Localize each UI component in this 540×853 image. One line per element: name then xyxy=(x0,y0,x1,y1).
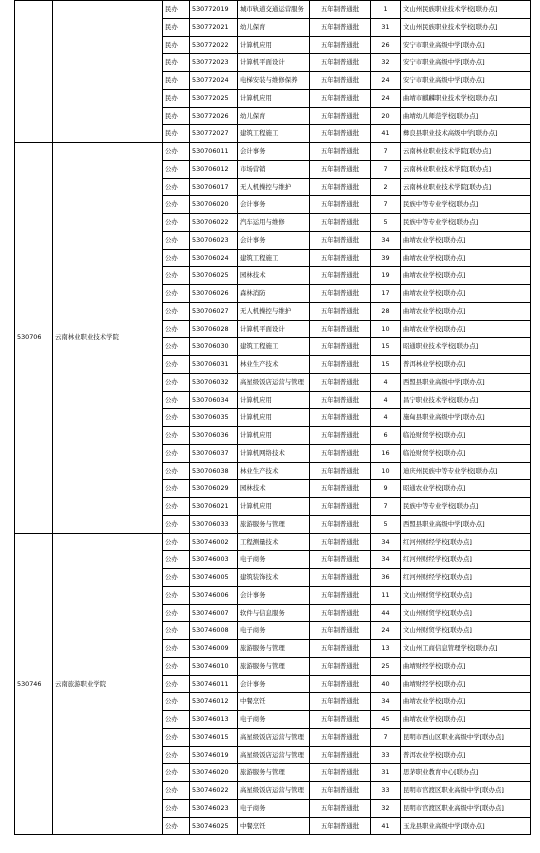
major-name-cell: 汽车运用与维修 xyxy=(238,214,310,232)
school-type-cell: 公办 xyxy=(163,551,190,569)
major-name-cell: 高星级饭店运营与管理 xyxy=(238,746,310,764)
major-name-cell: 电子商务 xyxy=(238,551,310,569)
major-code-cell: 530746011 xyxy=(190,675,238,693)
school-type-cell: 公办 xyxy=(163,640,190,658)
batch-cell: 五年制普通批 xyxy=(310,160,371,178)
campus-cell: 红河州财经学校[联办点] xyxy=(401,533,531,551)
batch-cell: 五年制普通批 xyxy=(310,18,371,36)
plan-count-cell: 34 xyxy=(371,551,401,569)
major-name-cell: 会计事务 xyxy=(238,675,310,693)
plan-count-cell: 5 xyxy=(371,214,401,232)
enrollment-table xyxy=(14,0,531,835)
batch-cell: 五年制普通批 xyxy=(310,693,371,711)
campus-cell: 红河州财经学校[联办点] xyxy=(401,551,531,569)
batch-cell: 五年制普通批 xyxy=(310,54,371,72)
campus-cell: 曲靖财经学校[联办点] xyxy=(401,675,531,693)
plan-count-cell: 24 xyxy=(371,622,401,640)
major-name-cell: 园林技术 xyxy=(238,267,310,285)
plan-count-cell: 33 xyxy=(371,746,401,764)
major-name-cell: 建筑工程施工 xyxy=(238,125,310,143)
batch-cell: 五年制普通批 xyxy=(310,196,371,214)
school-type-cell: 公办 xyxy=(163,782,190,800)
major-code-cell: 530706023 xyxy=(190,231,238,249)
batch-cell: 五年制普通批 xyxy=(310,302,371,320)
plan-count-cell: 15 xyxy=(371,356,401,374)
major-name-cell: 高星级饭店运营与管理 xyxy=(238,782,310,800)
plan-count-cell: 44 xyxy=(371,604,401,622)
batch-cell: 五年制普通批 xyxy=(310,533,371,551)
plan-count-cell: 7 xyxy=(371,728,401,746)
school-type-cell: 公办 xyxy=(163,356,190,374)
campus-cell: 云南林业职业技术学院[联办点] xyxy=(401,160,531,178)
campus-cell: 曲靖农业学校[联办点] xyxy=(401,693,531,711)
batch-cell: 五年制普通批 xyxy=(310,711,371,729)
batch-cell: 五年制普通批 xyxy=(310,569,371,587)
major-code-cell: 530706021 xyxy=(190,498,238,516)
major-code-cell: 530706022 xyxy=(190,214,238,232)
campus-cell: 曲靖农业学校[联办点] xyxy=(401,285,531,303)
plan-count-cell: 34 xyxy=(371,231,401,249)
school-type-cell: 公办 xyxy=(163,586,190,604)
major-name-cell: 电梯安装与维修保养 xyxy=(238,72,310,90)
campus-cell: 曲靖市麒麟职业技术学校[联办点] xyxy=(401,89,531,107)
plan-count-cell: 7 xyxy=(371,143,401,161)
major-code-cell: 530746025 xyxy=(190,817,238,835)
batch-cell: 五年制普通批 xyxy=(310,267,371,285)
school-code-cell xyxy=(15,1,53,143)
major-code-cell: 530746022 xyxy=(190,782,238,800)
school-type-cell: 公办 xyxy=(163,178,190,196)
major-code-cell: 530772024 xyxy=(190,72,238,90)
batch-cell: 五年制普通批 xyxy=(310,338,371,356)
major-name-cell: 计算机平面设计 xyxy=(238,54,310,72)
major-code-cell: 530706035 xyxy=(190,409,238,427)
batch-cell: 五年制普通批 xyxy=(310,36,371,54)
batch-cell: 五年制普通批 xyxy=(310,444,371,462)
school-type-cell: 公办 xyxy=(163,427,190,445)
batch-cell: 五年制普通批 xyxy=(310,764,371,782)
plan-count-cell: 2 xyxy=(371,178,401,196)
batch-cell: 五年制普通批 xyxy=(310,640,371,658)
major-name-cell: 计算机应用 xyxy=(238,427,310,445)
batch-cell: 五年制普通批 xyxy=(310,356,371,374)
major-code-cell: 530706011 xyxy=(190,143,238,161)
campus-cell: 曲靖财经学校[联办点] xyxy=(401,657,531,675)
batch-cell: 五年制普通批 xyxy=(310,462,371,480)
batch-cell: 五年制普通批 xyxy=(310,498,371,516)
plan-count-cell: 11 xyxy=(371,586,401,604)
batch-cell: 五年制普通批 xyxy=(310,657,371,675)
plan-count-cell: 19 xyxy=(371,267,401,285)
major-code-cell: 530706034 xyxy=(190,391,238,409)
plan-count-cell: 10 xyxy=(371,462,401,480)
major-name-cell: 计算机应用 xyxy=(238,409,310,427)
campus-cell: 西盟县职业高级中学[联办点] xyxy=(401,373,531,391)
school-type-cell: 公办 xyxy=(163,746,190,764)
plan-count-cell: 33 xyxy=(371,782,401,800)
batch-cell: 五年制普通批 xyxy=(310,214,371,232)
school-type-cell: 公办 xyxy=(163,480,190,498)
major-code-cell: 530746002 xyxy=(190,533,238,551)
major-code-cell: 530706031 xyxy=(190,356,238,374)
major-name-cell: 建筑装饰技术 xyxy=(238,569,310,587)
campus-cell: 文山州财贸学校[联办点] xyxy=(401,604,531,622)
plan-count-cell: 39 xyxy=(371,249,401,267)
major-code-cell: 530706029 xyxy=(190,480,238,498)
campus-cell: 彝良县职业技术高级中学[联办点] xyxy=(401,125,531,143)
batch-cell: 五年制普通批 xyxy=(310,604,371,622)
plan-count-cell: 41 xyxy=(371,125,401,143)
plan-count-cell: 34 xyxy=(371,533,401,551)
major-code-cell: 530746007 xyxy=(190,604,238,622)
major-name-cell: 电子商务 xyxy=(238,622,310,640)
major-name-cell: 会计事务 xyxy=(238,143,310,161)
school-type-cell: 民办 xyxy=(163,36,190,54)
campus-cell: 西盟县职业高级中学[联办点] xyxy=(401,515,531,533)
major-code-cell: 530772025 xyxy=(190,89,238,107)
batch-cell: 五年制普通批 xyxy=(310,427,371,445)
major-name-cell: 幼儿保育 xyxy=(238,18,310,36)
major-name-cell: 会计事务 xyxy=(238,586,310,604)
major-code-cell: 530706032 xyxy=(190,373,238,391)
campus-cell: 昭通职业技术学校[联办点] xyxy=(401,338,531,356)
major-code-cell: 530706020 xyxy=(190,196,238,214)
school-type-cell: 公办 xyxy=(163,675,190,693)
table-body xyxy=(15,1,531,835)
campus-cell: 玉龙县职业高级中学[联办点] xyxy=(401,817,531,835)
campus-cell: 安宁市职业高级中学[联办点] xyxy=(401,72,531,90)
major-code-cell: 530772023 xyxy=(190,54,238,72)
school-type-cell: 民办 xyxy=(163,125,190,143)
school-type-cell: 公办 xyxy=(163,143,190,161)
plan-count-cell: 4 xyxy=(371,373,401,391)
batch-cell: 五年制普通批 xyxy=(310,178,371,196)
batch-cell: 五年制普通批 xyxy=(310,817,371,835)
campus-cell: 安宁市职业高级中学[联办点] xyxy=(401,54,531,72)
plan-count-cell: 4 xyxy=(371,409,401,427)
school-type-cell: 公办 xyxy=(163,444,190,462)
campus-cell: 曲靖幼儿师范学校[联办点] xyxy=(401,107,531,125)
school-type-cell: 民办 xyxy=(163,54,190,72)
batch-cell: 五年制普通批 xyxy=(310,231,371,249)
school-type-cell: 公办 xyxy=(163,249,190,267)
batch-cell: 五年制普通批 xyxy=(310,782,371,800)
batch-cell: 五年制普通批 xyxy=(310,409,371,427)
school-type-cell: 公办 xyxy=(163,515,190,533)
campus-cell: 民族中等专业学校[联办点] xyxy=(401,214,531,232)
batch-cell: 五年制普通批 xyxy=(310,1,371,19)
major-code-cell: 530746010 xyxy=(190,657,238,675)
campus-cell: 安宁市职业高级中学[联办点] xyxy=(401,36,531,54)
plan-count-cell: 40 xyxy=(371,675,401,693)
school-type-cell: 民办 xyxy=(163,1,190,19)
school-type-cell: 公办 xyxy=(163,409,190,427)
plan-count-cell: 7 xyxy=(371,498,401,516)
plan-count-cell: 41 xyxy=(371,817,401,835)
campus-cell: 红河州财经学校[联办点] xyxy=(401,569,531,587)
school-type-cell: 公办 xyxy=(163,533,190,551)
major-name-cell: 森林消防 xyxy=(238,285,310,303)
major-name-cell: 计算机应用 xyxy=(238,391,310,409)
school-type-cell: 公办 xyxy=(163,231,190,249)
major-name-cell: 计算机应用 xyxy=(238,36,310,54)
major-code-cell: 530706036 xyxy=(190,427,238,445)
major-name-cell: 无人机操控与维护 xyxy=(238,178,310,196)
school-type-cell: 公办 xyxy=(163,569,190,587)
batch-cell: 五年制普通批 xyxy=(310,551,371,569)
major-name-cell: 计算机平面设计 xyxy=(238,320,310,338)
plan-count-cell: 26 xyxy=(371,36,401,54)
plan-count-cell: 31 xyxy=(371,18,401,36)
school-type-cell: 民办 xyxy=(163,89,190,107)
major-name-cell: 林业生产技术 xyxy=(238,356,310,374)
campus-cell: 文山州工商信息管理学校[联办点] xyxy=(401,640,531,658)
plan-count-cell: 31 xyxy=(371,764,401,782)
plan-count-cell: 4 xyxy=(371,391,401,409)
plan-count-cell: 15 xyxy=(371,338,401,356)
major-name-cell: 旅游服务与管理 xyxy=(238,764,310,782)
major-name-cell: 中餐烹饪 xyxy=(238,693,310,711)
campus-cell: 普洱林业学校[联办点] xyxy=(401,356,531,374)
plan-count-cell: 24 xyxy=(371,72,401,90)
major-name-cell: 电子商务 xyxy=(238,799,310,817)
major-name-cell: 园林技术 xyxy=(238,480,310,498)
school-type-cell: 公办 xyxy=(163,196,190,214)
major-code-cell: 530746013 xyxy=(190,711,238,729)
major-name-cell: 无人机操控与维护 xyxy=(238,302,310,320)
school-type-cell: 公办 xyxy=(163,799,190,817)
major-name-cell: 计算机应用 xyxy=(238,498,310,516)
plan-count-cell: 7 xyxy=(371,196,401,214)
school-type-cell: 公办 xyxy=(163,657,190,675)
plan-count-cell: 32 xyxy=(371,54,401,72)
school-name-cell xyxy=(53,1,163,143)
campus-cell: 曲靖农业学校[联办点] xyxy=(401,249,531,267)
major-name-cell: 高星级饭店运营与管理 xyxy=(238,373,310,391)
campus-cell: 临沧财贸学校[联办点] xyxy=(401,444,531,462)
plan-count-cell: 16 xyxy=(371,444,401,462)
table-row xyxy=(15,1,531,19)
batch-cell: 五年制普通批 xyxy=(310,480,371,498)
batch-cell: 五年制普通批 xyxy=(310,799,371,817)
campus-cell: 临沧财贸学校[联办点] xyxy=(401,427,531,445)
campus-cell: 迪庆州民族中等专业学校[联办点] xyxy=(401,462,531,480)
major-name-cell: 中餐烹饪 xyxy=(238,817,310,835)
major-name-cell: 市场营销 xyxy=(238,160,310,178)
major-code-cell: 530746023 xyxy=(190,799,238,817)
school-type-cell: 公办 xyxy=(163,622,190,640)
school-type-cell: 民办 xyxy=(163,72,190,90)
campus-cell: 民族中等专业学校[联办点] xyxy=(401,498,531,516)
plan-count-cell: 9 xyxy=(371,480,401,498)
batch-cell: 五年制普通批 xyxy=(310,72,371,90)
major-code-cell: 530706027 xyxy=(190,302,238,320)
major-code-cell: 530746015 xyxy=(190,728,238,746)
major-code-cell: 530706028 xyxy=(190,320,238,338)
major-name-cell: 电子商务 xyxy=(238,711,310,729)
plan-count-cell: 25 xyxy=(371,657,401,675)
school-type-cell: 公办 xyxy=(163,604,190,622)
plan-count-cell: 45 xyxy=(371,711,401,729)
school-type-cell: 公办 xyxy=(163,160,190,178)
major-code-cell: 530746008 xyxy=(190,622,238,640)
school-type-cell: 公办 xyxy=(163,338,190,356)
major-name-cell: 林业生产技术 xyxy=(238,462,310,480)
campus-cell: 文山州民族职业技术学校[联办点] xyxy=(401,1,531,19)
batch-cell: 五年制普通批 xyxy=(310,143,371,161)
major-code-cell: 530706030 xyxy=(190,338,238,356)
batch-cell: 五年制普通批 xyxy=(310,515,371,533)
campus-cell: 曲靖农业学校[联办点] xyxy=(401,711,531,729)
major-name-cell: 会计事务 xyxy=(238,196,310,214)
plan-count-cell: 36 xyxy=(371,569,401,587)
campus-cell: 昆明市官渡区职业高级中学[联办点] xyxy=(401,782,531,800)
major-code-cell: 530746019 xyxy=(190,746,238,764)
major-code-cell: 530706012 xyxy=(190,160,238,178)
major-code-cell: 530746012 xyxy=(190,693,238,711)
major-name-cell: 城市轨道交通运营服务 xyxy=(238,1,310,19)
batch-cell: 五年制普通批 xyxy=(310,107,371,125)
school-type-cell: 公办 xyxy=(163,391,190,409)
school-type-cell: 民办 xyxy=(163,18,190,36)
batch-cell: 五年制普通批 xyxy=(310,728,371,746)
campus-cell: 普洱农业学校[联办点] xyxy=(401,746,531,764)
major-name-cell: 软件与信息服务 xyxy=(238,604,310,622)
major-code-cell: 530772026 xyxy=(190,107,238,125)
major-code-cell: 530706026 xyxy=(190,285,238,303)
major-name-cell: 旅游服务与管理 xyxy=(238,657,310,675)
major-code-cell: 530746006 xyxy=(190,586,238,604)
major-name-cell: 会计事务 xyxy=(238,231,310,249)
plan-count-cell: 13 xyxy=(371,640,401,658)
batch-cell: 五年制普通批 xyxy=(310,373,371,391)
campus-cell: 云南林业职业技术学院[联办点] xyxy=(401,143,531,161)
plan-count-cell: 7 xyxy=(371,160,401,178)
major-name-cell: 旅游服务与管理 xyxy=(238,515,310,533)
plan-count-cell: 32 xyxy=(371,799,401,817)
major-code-cell: 530706017 xyxy=(190,178,238,196)
major-name-cell: 高星级饭店运营与管理 xyxy=(238,728,310,746)
batch-cell: 五年制普通批 xyxy=(310,285,371,303)
campus-cell: 曲靖农业学校[联办点] xyxy=(401,231,531,249)
school-type-cell: 公办 xyxy=(163,764,190,782)
major-name-cell: 建筑工程施工 xyxy=(238,249,310,267)
batch-cell: 五年制普通批 xyxy=(310,249,371,267)
plan-count-cell: 6 xyxy=(371,427,401,445)
major-name-cell: 计算机应用 xyxy=(238,89,310,107)
campus-cell: 昆明市西山区职业高级中学[联办点] xyxy=(401,728,531,746)
school-code-cell: 530746 xyxy=(15,533,53,835)
campus-cell: 昭通农业学校[联办点] xyxy=(401,480,531,498)
major-name-cell: 建筑工程施工 xyxy=(238,338,310,356)
campus-cell: 云南林业职业技术学院[联办点] xyxy=(401,178,531,196)
school-type-cell: 公办 xyxy=(163,498,190,516)
school-type-cell: 公办 xyxy=(163,285,190,303)
batch-cell: 五年制普通批 xyxy=(310,675,371,693)
school-type-cell: 公办 xyxy=(163,302,190,320)
school-type-cell: 公办 xyxy=(163,817,190,835)
batch-cell: 五年制普通批 xyxy=(310,622,371,640)
plan-count-cell: 1 xyxy=(371,1,401,19)
school-code-cell: 530706 xyxy=(15,143,53,534)
campus-cell: 思茅职业教育中心[联办点] xyxy=(401,764,531,782)
plan-count-cell: 5 xyxy=(371,515,401,533)
school-type-cell: 公办 xyxy=(163,373,190,391)
school-type-cell: 公办 xyxy=(163,711,190,729)
campus-cell: 文山州财贸学校[联办点] xyxy=(401,622,531,640)
campus-cell: 施甸县职业高级中学[联办点] xyxy=(401,409,531,427)
batch-cell: 五年制普通批 xyxy=(310,391,371,409)
school-type-cell: 公办 xyxy=(163,214,190,232)
campus-cell: 曲靖农业学校[联办点] xyxy=(401,320,531,338)
major-code-cell: 530746005 xyxy=(190,569,238,587)
plan-count-cell: 34 xyxy=(371,693,401,711)
major-code-cell: 530746020 xyxy=(190,764,238,782)
plan-count-cell: 20 xyxy=(371,107,401,125)
school-name-cell: 云南旅游职业学院 xyxy=(53,533,163,835)
major-code-cell: 530706033 xyxy=(190,515,238,533)
campus-cell: 曲靖农业学校[联办点] xyxy=(401,267,531,285)
major-code-cell: 530706024 xyxy=(190,249,238,267)
table-row xyxy=(15,143,531,161)
school-type-cell: 民办 xyxy=(163,107,190,125)
school-type-cell: 公办 xyxy=(163,462,190,480)
batch-cell: 五年制普通批 xyxy=(310,320,371,338)
plan-count-cell: 28 xyxy=(371,302,401,320)
campus-cell: 昌宁职业技术学校[联办点] xyxy=(401,391,531,409)
plan-count-cell: 24 xyxy=(371,89,401,107)
campus-cell: 文山州财贸学校[联办点] xyxy=(401,586,531,604)
major-name-cell: 旅游服务与管理 xyxy=(238,640,310,658)
major-code-cell: 530706037 xyxy=(190,444,238,462)
batch-cell: 五年制普通批 xyxy=(310,746,371,764)
school-type-cell: 公办 xyxy=(163,693,190,711)
major-code-cell: 530706038 xyxy=(190,462,238,480)
plan-count-cell: 10 xyxy=(371,320,401,338)
major-code-cell: 530772022 xyxy=(190,36,238,54)
major-code-cell: 530746009 xyxy=(190,640,238,658)
major-code-cell: 530772019 xyxy=(190,1,238,19)
major-name-cell: 工程测量技术 xyxy=(238,533,310,551)
major-code-cell: 530706025 xyxy=(190,267,238,285)
campus-cell: 文山州民族职业技术学校[联办点] xyxy=(401,18,531,36)
campus-cell: 曲靖农业学校[联办点] xyxy=(401,302,531,320)
school-name-cell: 云南林业职业技术学院 xyxy=(53,143,163,534)
campus-cell: 昆明市官渡区职业高级中学[联办点] xyxy=(401,799,531,817)
school-type-cell: 公办 xyxy=(163,267,190,285)
batch-cell: 五年制普通批 xyxy=(310,125,371,143)
batch-cell: 五年制普通批 xyxy=(310,89,371,107)
school-type-cell: 公办 xyxy=(163,320,190,338)
table-row xyxy=(15,533,531,551)
plan-count-cell: 17 xyxy=(371,285,401,303)
school-type-cell: 公办 xyxy=(163,728,190,746)
major-code-cell: 530746003 xyxy=(190,551,238,569)
campus-cell: 民族中等专业学校[联办点] xyxy=(401,196,531,214)
major-code-cell: 530772027 xyxy=(190,125,238,143)
batch-cell: 五年制普通批 xyxy=(310,586,371,604)
major-code-cell: 530772021 xyxy=(190,18,238,36)
major-name-cell: 计算机网络技术 xyxy=(238,444,310,462)
major-name-cell: 幼儿保育 xyxy=(238,107,310,125)
